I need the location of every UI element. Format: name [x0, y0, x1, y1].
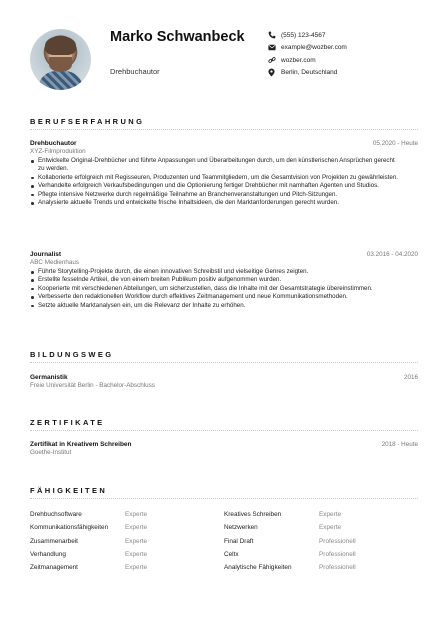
certificate-entry	[30, 441, 418, 456]
avatar	[30, 29, 91, 90]
skill-name: Zusammenarbeit	[30, 537, 78, 545]
skill-name: Analytische Fähigkeiten	[224, 564, 292, 572]
location-icon	[267, 68, 276, 77]
skill-level: Experte	[125, 564, 148, 572]
contact-location	[267, 67, 437, 80]
job-title: Drehbuchautor	[30, 140, 77, 147]
section-divider	[30, 129, 418, 130]
job-entry	[30, 140, 418, 207]
skill-name: Zeitmanagement	[30, 564, 78, 572]
skill-name: Final Draft	[224, 537, 254, 545]
skill-level: Experte	[125, 524, 148, 532]
avatar-hair	[45, 36, 76, 55]
contact-location-text: Berlin, Deutschland	[281, 69, 338, 77]
contact-email[interactable]	[267, 42, 437, 55]
candidate-name: Marko Schwanbeck	[110, 29, 245, 45]
job-bullets	[30, 268, 418, 310]
education-date: 2016	[403, 374, 418, 381]
job-bullet: Pflegte intensive Netzwerke durch regelmäßige Teilnahme an Branchenveranstaltungen und Pitch-Sitzungen.	[30, 191, 418, 199]
contact-website[interactable]	[267, 54, 437, 67]
section-divider	[30, 498, 418, 499]
skill-level: Experte	[319, 524, 342, 532]
skill-name: Drehbuchsoftware	[30, 511, 82, 519]
skill-level: Experte	[125, 551, 148, 559]
certificate-date: 2018 - Heute	[381, 441, 418, 448]
certificate-issuer: Goethe-Institut	[30, 449, 72, 456]
job-bullets	[30, 157, 418, 207]
skills-grid	[30, 508, 418, 574]
job-title: Journalist	[30, 251, 62, 258]
job-date: 03.2016 - 04.2020	[366, 251, 418, 258]
skill-name: Kommunikationsfähigkeiten	[30, 524, 109, 532]
job-bullet: Führte Storytelling-Projekte durch, die einen innovativen Schreibstil und vielseitige Genres zeigten.	[30, 268, 418, 276]
link-icon	[267, 56, 276, 65]
job-company: ABC Medienhaus	[30, 259, 80, 266]
skill-row	[30, 548, 418, 561]
skill-row	[30, 521, 418, 534]
education-title: Germanistik	[30, 374, 68, 381]
job-entry	[30, 251, 418, 310]
job-date: 05.2020 - Heute	[372, 140, 418, 147]
skill-level: Experte	[319, 511, 342, 519]
resume-header	[0, 0, 448, 112]
email-icon	[267, 43, 276, 52]
job-bullet: Entwickelte Original-Drehbücher und führte Anpassungen und Überarbeitungen durch, um den künstlerischen Ansprüchen gerecht zu werden.	[30, 157, 418, 174]
phone-icon	[267, 31, 276, 40]
avatar-beard	[49, 57, 72, 72]
skill-level: Experte	[125, 537, 148, 545]
job-bullet: Erstellte fesselnde Artikel, die von einem breiten Publikum positiv aufgenommen wurden.	[30, 276, 418, 284]
skill-row	[30, 508, 418, 521]
skill-level: Professionell	[319, 551, 356, 559]
section-title-education: BILDUNGSWEG	[30, 350, 114, 359]
education-entry	[30, 374, 418, 389]
job-bullet: Setzte aktuelle Marktanalysen ein, um die Relevanz der Inhalte zu erhöhen.	[30, 302, 418, 310]
section-title-certificates: ZERTIFIKATE	[30, 418, 105, 427]
skill-level: Professionell	[319, 537, 356, 545]
contact-email-text[interactable]: example@wozber.com	[281, 44, 347, 52]
contact-list	[267, 29, 437, 79]
skill-row	[30, 535, 418, 548]
job-bullet: Kollaborierte erfolgreich mit Regisseuren, Produzenten und Teammitgliedern, um die Gesamtvision von Projekten zu gewährleisten.	[30, 174, 418, 182]
certificate-title: Zertifikat in Kreativem Schreiben	[30, 441, 132, 448]
skill-name: Netzwerken	[224, 524, 258, 532]
job-bullet: Analysierte aktuelle Trends und entwickelte frische Inhaltsideen, die den Marktanforderungen gerecht wurden.	[30, 199, 418, 207]
job-bullet: Verhandelte erfolgreich Verkaufsbedingungen und die Optionierung fertiger Drehbücher mit namhaften Agenten und Studios.	[30, 182, 418, 190]
job-company: XYZ-Filmproduktion	[30, 148, 86, 155]
education-detail: Freie Universität Berlin - Bachelor-Abschluss	[30, 382, 155, 389]
job-bullet: Verbesserte den redaktionellen Workflow durch effektives Zeitmanagement und neue Kommunikationsmethoden.	[30, 293, 418, 301]
avatar-shirt	[38, 71, 83, 90]
section-title-skills: FÄHIGKEITEN	[30, 486, 108, 495]
candidate-role: Drehbuchautor	[110, 67, 160, 76]
contact-website-text[interactable]: wozber.com	[281, 56, 316, 64]
contact-phone-text: (555) 123-4567	[281, 31, 326, 39]
skill-level: Professionell	[319, 564, 356, 572]
skill-row	[30, 561, 418, 574]
section-divider	[30, 362, 418, 363]
section-divider	[30, 430, 418, 431]
skill-name: Celtx	[224, 551, 239, 559]
skill-level: Experte	[125, 511, 148, 519]
skill-name: Kreatives Schreiben	[224, 511, 282, 519]
section-title-experience: BERUFSERFAHRUNG	[30, 117, 145, 126]
job-bullet: Kooperierte mit verschiedenen Abteilungen, um sicherzustellen, dass die Inhalte mit der Gesamtstrategie übereinstimmen.	[30, 285, 418, 293]
skill-name: Verhandlung	[30, 551, 66, 559]
contact-phone	[267, 29, 437, 42]
